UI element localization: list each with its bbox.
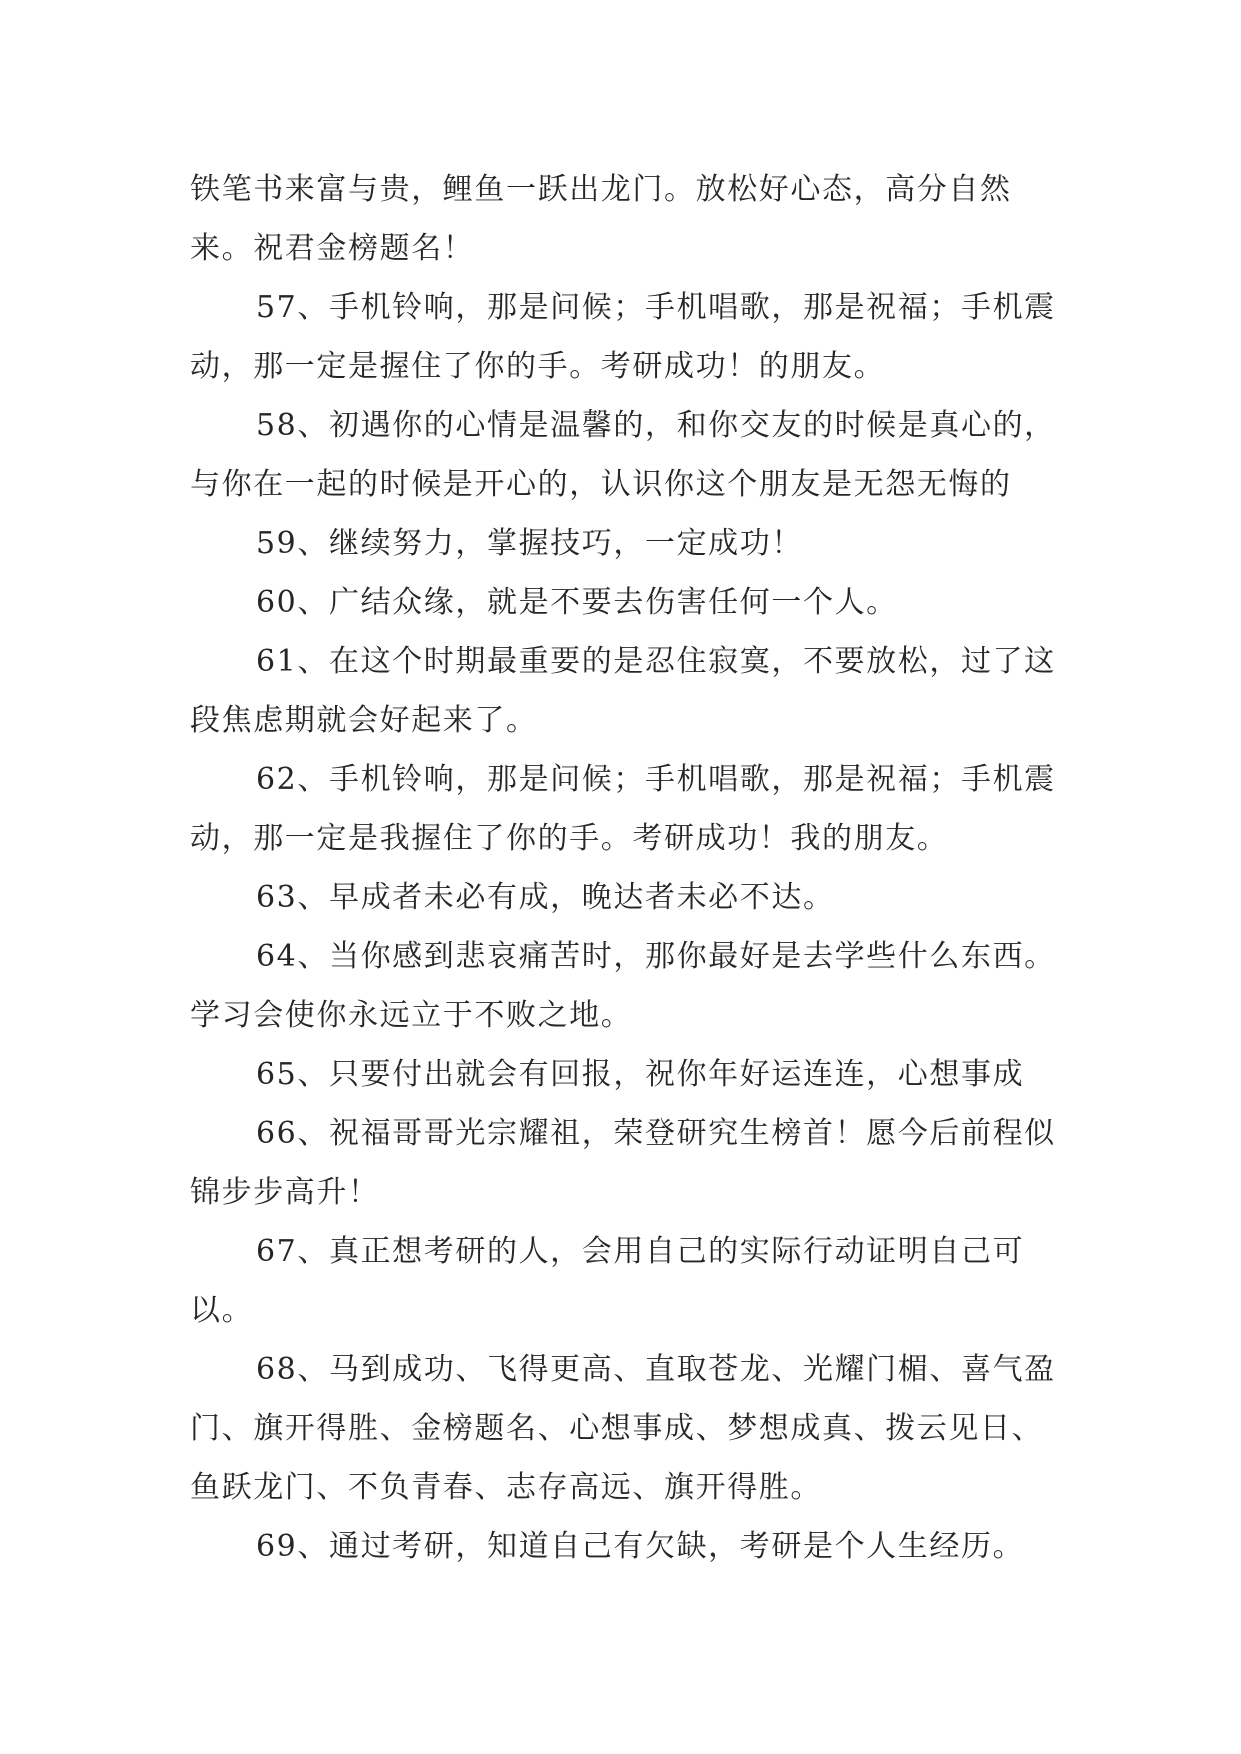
paragraph: 67、真正想考研的人，会用自己的实际行动证明自己可以。 (190, 1234, 1025, 1328)
document-body (190, 160, 1060, 1576)
paragraph: 60、广结众缘，就是不要去伤害任何一个人。 (256, 585, 898, 620)
paragraph: 59、继续努力，掌握技巧，一定成功！ (256, 526, 803, 561)
paragraph: 58、初遇你的心情是温馨的，和你交友的时候是真心的，与你在一起的时候是开心的，认识你这个朋友是无怨无悔的 (190, 408, 1056, 502)
paragraph: 62、手机铃响，那是问候；手机唱歌，那是祝福；手机震动，那一定是我握住了你的手。考研成功！我的朋友。 (190, 762, 1056, 856)
paragraph: 65、只要付出就会有回报，祝你年好运连连，心想事成 (256, 1057, 1025, 1092)
paragraph: 63、早成者未必有成，晚达者未必不达。 (256, 880, 835, 915)
paragraph: 68、马到成功、飞得更高、直取苍龙、光耀门楣、喜气盈门、旗开得胜、金榜题名、心想事成、梦想成真、拨云见日、鱼跃龙门、不负青春、志存高远、旗开得胜。 (190, 1352, 1056, 1505)
paragraph: 66、祝福哥哥光宗耀祖，荣登研究生榜首！愿今后前程似锦步步高升！ (190, 1116, 1056, 1210)
paragraph: 61、在这个时期最重要的是忍住寂寞，不要放松，过了这段焦虑期就会好起来了。 (190, 644, 1056, 738)
paragraph: 57、手机铃响，那是问候；手机唱歌，那是祝福；手机震动，那一定是握住了你的手。考研成功！的朋友。 (190, 290, 1056, 384)
paragraph: 铁笔书来富与贵，鲤鱼一跃出龙门。放松好心态，高分自然来。祝君金榜题名！ (190, 172, 1012, 266)
paragraph: 64、当你感到悲哀痛苦时，那你最好是去学些什么东西。学习会使你永远立于不败之地。 (190, 939, 1056, 1033)
paragraph: 69、通过考研，知道自己有欠缺，考研是个人生经历。 (256, 1529, 1025, 1564)
